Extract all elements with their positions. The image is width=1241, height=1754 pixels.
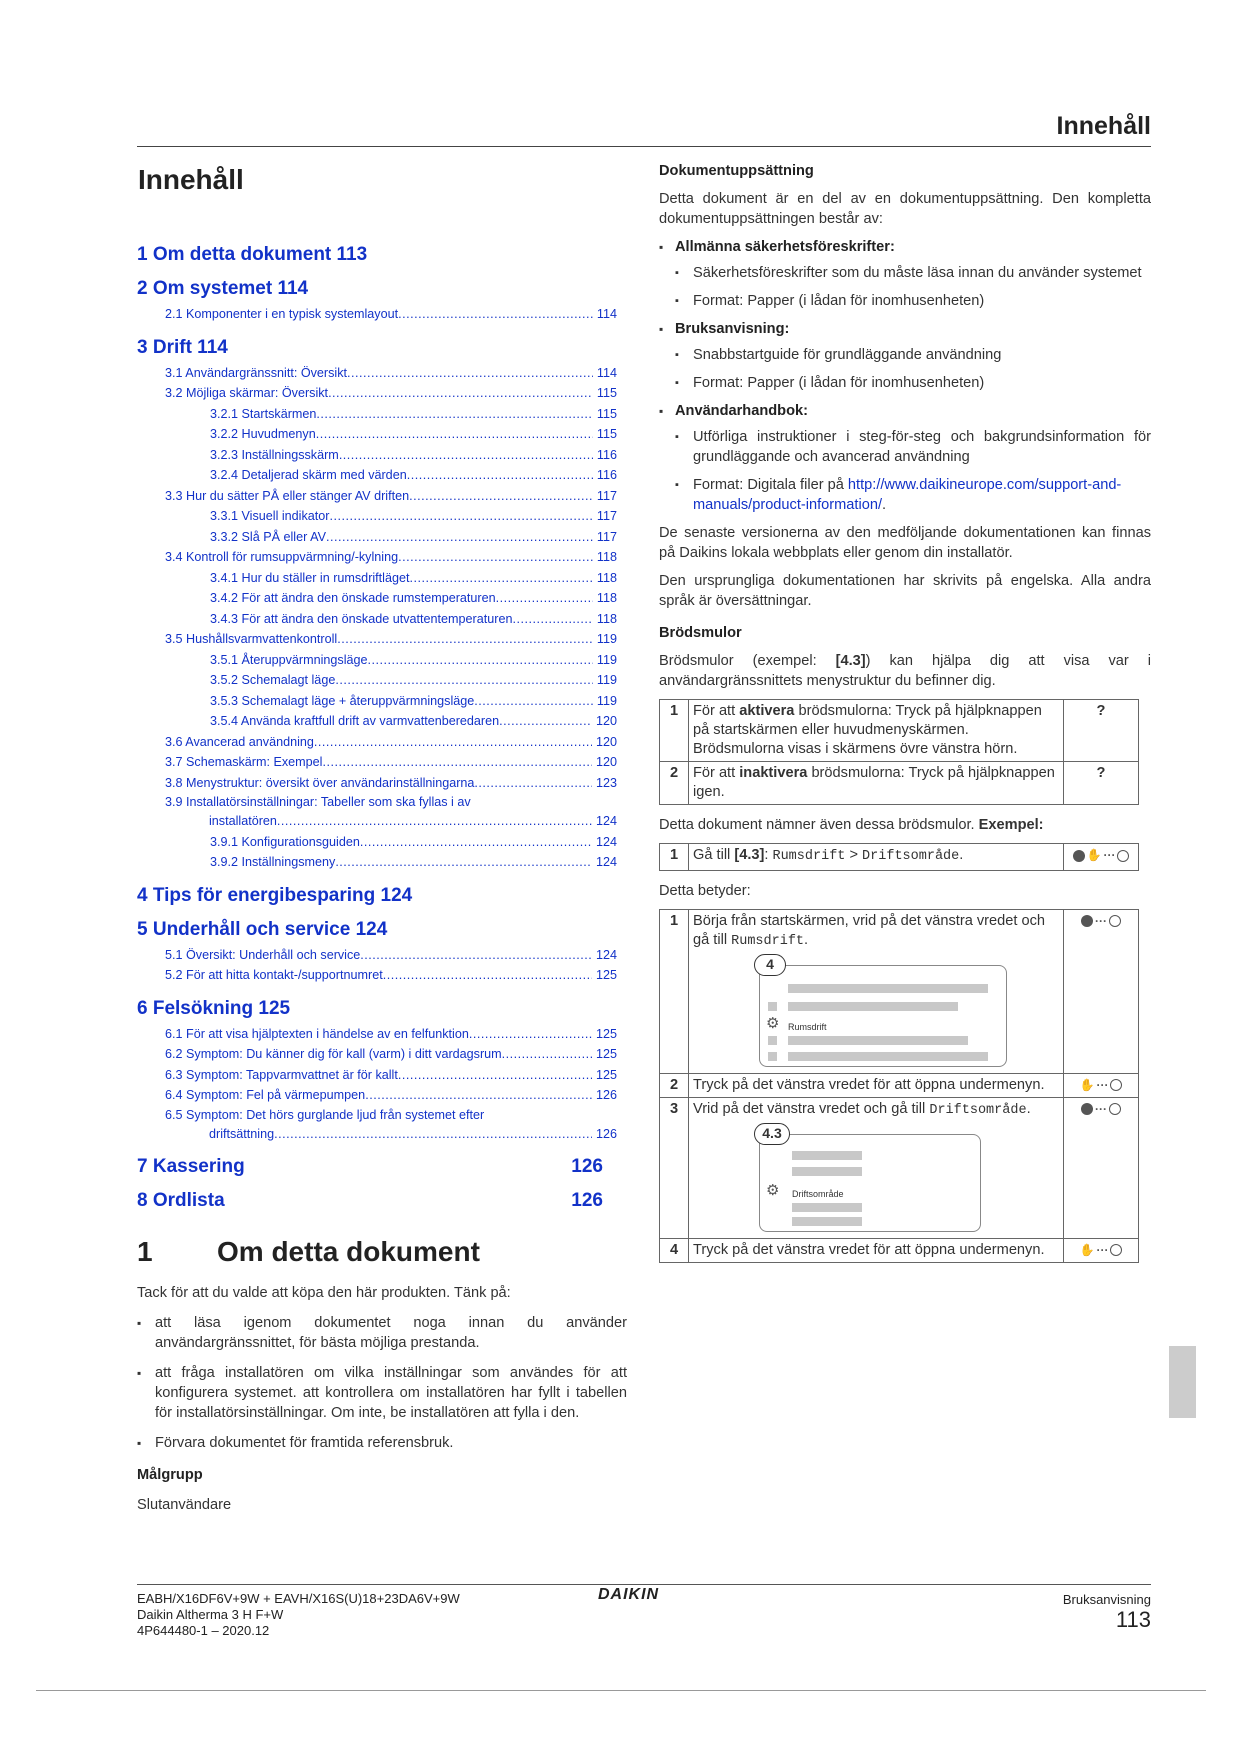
step-text — [689, 909, 1064, 1073]
toc-entry[interactable] — [210, 588, 617, 609]
knob-dots: ··· — [1095, 1101, 1107, 1116]
step-number: 1 — [660, 700, 689, 762]
toc-page-number: 117 — [596, 529, 617, 544]
toc-entry[interactable] — [165, 945, 617, 966]
leader-dots — [316, 424, 593, 445]
toc-entry[interactable] — [210, 404, 617, 425]
toc-chapter[interactable] — [137, 1190, 617, 1212]
toc-page-number: 116 — [596, 447, 617, 462]
toc-chapter-label: 7 Kassering — [137, 1156, 245, 1177]
breadcrumb-badge: 4 — [754, 954, 786, 976]
footer-product: Daikin Altherma 3 H F+W — [137, 1607, 284, 1622]
chapter-tab-marker — [1169, 1346, 1196, 1418]
list-item: ▪ Format: Papper (i lådan för inomhusenheten) — [675, 291, 1151, 311]
footer-docnum: 4P644480-1 – 2020.12 — [137, 1623, 270, 1638]
text-run: brödsmulorna: Tryck på hjälpknappen igen. — [693, 765, 1055, 800]
leader-dots — [274, 1124, 592, 1145]
toc-entry[interactable] — [165, 304, 617, 325]
toc-chapter[interactable] — [137, 919, 617, 941]
toc-chapter[interactable] — [137, 337, 617, 359]
toc-page-number: 119 — [596, 632, 617, 646]
breadcrumb-code: [4.3] — [734, 847, 765, 863]
step-number: 2 — [660, 762, 689, 805]
step-text — [689, 844, 1064, 871]
knob-dots: ··· — [1103, 848, 1116, 862]
toc-chapter[interactable] — [137, 1156, 617, 1178]
step-text — [689, 700, 1064, 762]
text-run: Brödsmulor (exempel: — [659, 653, 836, 669]
table-row — [660, 909, 1139, 1073]
screen-illustration — [759, 955, 1007, 1067]
toc-chapter-label: 1 Om detta dokument 113 — [137, 244, 368, 265]
toc-page-number: 114 — [596, 307, 617, 321]
daikin-logo: DAIKIN — [598, 1586, 660, 1603]
leader-dots — [316, 404, 593, 425]
leader-dots — [277, 811, 592, 832]
toc-entry-label: 3.6 Avancerad användning — [165, 734, 314, 749]
knob-dots: ··· — [1095, 913, 1107, 928]
toc-chapter[interactable] — [137, 998, 617, 1020]
leader-dots — [322, 752, 592, 773]
header-rule — [137, 146, 1151, 147]
table-of-contents — [137, 236, 617, 1216]
menu-label: Driftsområde — [792, 1188, 844, 1199]
toc-page-number: 126 — [595, 1126, 617, 1141]
toc-entry[interactable] — [165, 1065, 617, 1086]
leader-dots — [398, 304, 593, 325]
leader-dots — [329, 506, 592, 527]
toc-page-number: 124 — [595, 855, 617, 869]
toc-entry-label: 3.5 Hushållsvarmvattenkontroll — [165, 632, 338, 646]
leader-dots — [360, 832, 592, 853]
leader-dots — [502, 1044, 592, 1065]
leader-dots — [347, 363, 593, 384]
toc-chapter-label: 6 Felsökning 125 — [137, 997, 291, 1019]
toc-entry-label: 6.3 Symptom: Tappvarmvattnet är för kallt — [165, 1067, 398, 1082]
toc-entry[interactable] — [137, 1106, 617, 1145]
leader-dots — [314, 732, 592, 753]
section-number: 1 — [137, 1236, 153, 1267]
menu-name: Driftsområde — [929, 1102, 1027, 1118]
text-run: Börja från startskärmen, vrid på det vänstra vredet och gå till — [693, 912, 1046, 948]
toc-page-number: 114 — [596, 365, 617, 380]
breadcrumb-code: [4.3] — [835, 653, 866, 669]
toc-entry-label: 3.4.3 För att ändra den önskade utvattentemperaturen — [210, 611, 513, 626]
toc-entry[interactable] — [165, 732, 617, 753]
list-item: ▪ Format: Papper (i lådan för inomhusenheten) — [675, 373, 1151, 393]
text-run: > — [845, 847, 863, 863]
toc-entry-label: 3.5.3 Schemalagt läge + återuppvärmningsläge — [210, 693, 475, 708]
toc-entry-label: 3.9.1 Konfigurationsguiden — [210, 834, 360, 849]
toc-page-number: 118 — [596, 611, 617, 626]
toc-entry[interactable] — [210, 832, 617, 853]
step-text — [689, 762, 1064, 805]
leader-dots — [365, 1085, 592, 1106]
toc-page-number: 125 — [595, 1067, 617, 1082]
target-group-heading: Målgrupp — [137, 1467, 203, 1483]
list-item — [659, 401, 1151, 515]
toc-entry-label: 5.1 Översikt: Underhåll och service — [165, 947, 361, 962]
toc-entry[interactable] — [210, 609, 617, 630]
toc-entry-label: 3.8 Menystruktur: översikt över användarinställningarna — [165, 775, 475, 790]
step-number: 3 — [660, 1097, 689, 1238]
menu-name: Rumsdrift — [772, 849, 846, 864]
toc-entry-label: 3.5.1 Återuppvärmningsläge — [210, 652, 368, 667]
knob-turn-press-icon: ✋ ··· — [1064, 844, 1139, 871]
list-item — [659, 237, 1151, 311]
toc-entry-label: 3.3.2 Slå PÅ eller AV — [210, 529, 326, 544]
list-item: ▪ Säkerhetsföreskrifter som du måste läsa innan du använder systemet — [675, 263, 1151, 283]
table-row — [660, 844, 1139, 871]
leader-dots — [360, 945, 592, 966]
toc-entry[interactable] — [210, 506, 617, 527]
leader-dots — [335, 852, 592, 873]
leader-dots — [512, 609, 592, 630]
toc-entry-label: 3.2 Möjliga skärmar: Översikt — [165, 386, 329, 400]
toc-entry-label: 3.2.4 Detaljerad skärm med värden — [210, 468, 407, 482]
toc-entry-label: 3.5.4 Använda kraftfull drift av varmvattenberedaren — [210, 714, 500, 728]
doc-group-label: Användarhandbok: — [675, 403, 808, 419]
table-row — [660, 1073, 1139, 1097]
intro-text: Tack för att du valde att köpa den här produkten. Tänk på: — [137, 1285, 511, 1301]
leader-dots — [337, 629, 593, 650]
toc-page-number: 119 — [596, 652, 617, 667]
leader-dots — [474, 773, 592, 794]
toc-entry[interactable] — [210, 691, 617, 712]
toc-entry[interactable] — [210, 527, 617, 548]
menu-name: Driftsområde — [862, 849, 960, 864]
toc-entry[interactable] — [137, 793, 617, 832]
footer-info — [137, 1591, 460, 1639]
toc-chapter[interactable] — [137, 278, 617, 300]
help-button-icon: ? — [1064, 762, 1139, 805]
toc-entry-label: 3.3.1 Visuell indikator — [210, 509, 330, 523]
toc-entry[interactable] — [165, 773, 617, 794]
toc-entry-label: 3.5.2 Schemalagt läge — [210, 673, 336, 687]
toc-page-number: 120 — [595, 714, 617, 728]
leader-dots — [368, 650, 593, 671]
footer-page-info — [1063, 1592, 1151, 1633]
footer-doctype: Bruksanvisning — [1062, 1592, 1151, 1607]
toc-entry-label: 5.2 För att hitta kontakt-/supportnumret — [165, 968, 383, 982]
doc-set-heading: Dokumentuppsättning — [659, 163, 814, 179]
leader-dots — [469, 1024, 592, 1045]
knob-turn-icon — [1064, 909, 1139, 1073]
page-number: 113 — [1115, 1607, 1151, 1632]
toc-entry[interactable] — [165, 363, 617, 384]
table-row — [660, 1097, 1139, 1238]
list-item: ▪ Förvara dokumentet för framtida referensbruk. — [137, 1433, 627, 1453]
text-run: Vrid på det vänstra vredet och gå till — [693, 1100, 930, 1117]
toc-page-number: 117 — [596, 509, 617, 523]
gear-icon: ⚙ — [766, 1181, 780, 1199]
bottom-rule — [36, 1690, 1206, 1691]
toc-page-number: 123 — [595, 775, 617, 790]
leader-dots — [474, 691, 593, 712]
text-run: Detta dokument nämner även dessa brödsmulor. — [659, 817, 979, 833]
leader-dots — [339, 445, 593, 466]
toc-entry-label: 3.4 Kontroll för rumsuppvärmning/-kylning — [165, 550, 399, 564]
digital-suffix: . — [882, 497, 887, 513]
leader-dots — [326, 527, 593, 548]
toc-page-number: 126 — [595, 1088, 617, 1102]
text-bold: Exempel: — [978, 817, 1044, 833]
toc-entry-label: 6.4 Symptom: Fel på värmepumpen — [165, 1088, 366, 1102]
step-number: 1 — [660, 844, 689, 871]
section-title: Om detta dokument — [217, 1236, 480, 1267]
toc-entry[interactable] — [165, 486, 617, 507]
toc-entry[interactable] — [165, 1085, 617, 1106]
toc-entry[interactable] — [165, 383, 617, 404]
toc-chapter[interactable] — [137, 244, 617, 266]
toc-entry-label: 3.4.2 För att ändra den önskade rumstemperaturen — [210, 591, 496, 605]
latest-versions-text: De senaste versionerna av den medföljande dokumentationen kan finnas på Daikins lokala webbplats eller genom din installatör. — [659, 525, 1151, 561]
toc-page-number: 119 — [596, 673, 617, 687]
breadcrumbs-toggle-table — [659, 699, 1139, 805]
toc-page-number: 124 — [595, 947, 617, 962]
toc-page-number: 118 — [596, 570, 617, 585]
leader-dots — [335, 670, 593, 691]
toc-entry[interactable] — [210, 650, 617, 671]
gear-icon: ⚙ — [766, 1014, 780, 1032]
toc-entry[interactable] — [165, 547, 617, 568]
toc-page-number: 126 — [571, 1156, 603, 1177]
toc-page-number: 118 — [596, 550, 617, 564]
knob-press-icon: ✋ ··· — [1064, 1238, 1139, 1262]
toc-page-number: 116 — [596, 468, 617, 482]
text-run: Gå till — [693, 847, 735, 863]
text-run: . — [1026, 1100, 1031, 1117]
footer-models: EABH/X16DF6V+9W + EAVH/X16S(U)18+23DA6V+9W — [137, 1591, 460, 1606]
leader-dots — [499, 711, 592, 732]
text-run: För att — [693, 703, 740, 719]
toc-entry-continuation: driftsättning — [209, 1126, 275, 1141]
support-link[interactable]: http://www.daikineurope.com/support-and-manuals/product-information/ — [693, 477, 1122, 513]
toc-entry-label: 2.1 Komponenter i en typisk systemlayout — [165, 307, 399, 321]
toc-chapter-label: 8 Ordlista — [137, 1190, 225, 1211]
toc-entry[interactable] — [210, 670, 617, 691]
toc-page-number: 115 — [596, 386, 617, 400]
leader-dots — [496, 588, 593, 609]
leader-dots — [407, 465, 593, 486]
list-item: ▪ Utförliga instruktioner i steg-för-steg och bakgrundsinformation för grundläggande och avancerad användning — [675, 427, 1151, 467]
section-1-body — [137, 1283, 627, 1525]
toc-page-number: 120 — [595, 734, 617, 749]
knob-turn-icon — [1064, 1097, 1139, 1238]
table-row — [660, 700, 1139, 762]
toc-entry-label: 3.9 Installatörsinställningar: Tabeller som ska fyllas i av — [165, 795, 471, 809]
means-text: Detta betyder: — [659, 882, 751, 899]
right-column — [659, 161, 1151, 1273]
toc-page-number: 117 — [596, 488, 617, 503]
toc-entry[interactable] — [165, 1024, 617, 1045]
knob-dots: ··· — [1096, 1242, 1109, 1257]
toc-entry[interactable] — [210, 445, 617, 466]
toc-page-number: 125 — [595, 1026, 617, 1041]
page-header-title: Innehåll — [1056, 112, 1151, 140]
advice-list — [137, 1313, 627, 1453]
breadcrumbs-text — [659, 651, 1151, 691]
toc-entry-label: 3.1 Användargränssnitt: Översikt — [165, 365, 348, 380]
list-item: ▪ Snabbstartguide för grundläggande användning — [675, 345, 1151, 365]
toc-entry[interactable] — [210, 852, 617, 873]
knob-press-icon: ✋ ··· — [1064, 1073, 1139, 1097]
toc-entry-label: 3.4.1 Hur du ställer in rumsdriftläget — [210, 570, 410, 585]
toc-chapter-label: 4 Tips för energibesparing 124 — [137, 884, 413, 906]
step-text — [689, 1097, 1064, 1238]
text-run: ) kan hjälpa dig att visa var i användargränssnittets menystruktur du befinner dig. — [659, 653, 1151, 689]
toc-entry-label: 3.2.1 Startskärmen — [210, 406, 317, 421]
toc-page-number: 119 — [596, 693, 617, 708]
toc-entry-label: 3.2.2 Huvudmenyn — [210, 427, 316, 441]
toc-page-number: 118 — [596, 591, 617, 605]
toc-page-number: 126 — [571, 1190, 603, 1211]
table-row — [660, 1238, 1139, 1262]
doc-group-label: Allmänna säkerhetsföreskrifter: — [675, 239, 895, 255]
leader-dots — [398, 1065, 592, 1086]
steps-table — [659, 909, 1139, 1263]
toc-entry[interactable] — [210, 424, 617, 445]
text-bold: aktivera — [739, 703, 795, 719]
list-item: ▪ att fråga installatören om vilka inställningar som användes för att konfigurera systemet. att kontrollera om installatören har fyllt i tabellen för installatörsinställningar. Om inte, be installatören att fylla i den. — [137, 1363, 627, 1423]
step-text: Tryck på det vänstra vredet för att öppna undermenyn. — [689, 1073, 1064, 1097]
step-number: 1 — [660, 909, 689, 1073]
target-group-text: Slutanvändare — [137, 1497, 232, 1513]
text-bold: inaktivera — [739, 765, 808, 781]
toc-entry[interactable] — [165, 1044, 617, 1065]
toc-page-number: 125 — [595, 1047, 617, 1061]
digital-prefix: Format: Digitala filer på — [693, 477, 848, 493]
text-run: brödsmulorna: Tryck på hjälpknappen på startskärmen eller huvudmenyskärmen. Brödsmulorna visas i skärmens övre vänstra hörn. — [693, 703, 1042, 757]
toc-entry-label: 3.2.3 Inställningsskärm — [210, 447, 339, 462]
toc-entry-label: 6.1 För att visa hjälptexten i händelse av en felfunktion — [165, 1026, 469, 1041]
toc-entry[interactable] — [165, 752, 617, 773]
knob-dots: ··· — [1096, 1077, 1109, 1092]
breadcrumb-example-table — [659, 843, 1139, 871]
original-language-text: Den ursprungliga dokumentationen har skrivits på engelska. Alla andra språk är översättningar. — [659, 573, 1151, 609]
list-item — [659, 319, 1151, 393]
help-button-icon: ? — [1064, 700, 1139, 762]
step-number: 4 — [660, 1238, 689, 1262]
doc-set-list — [659, 237, 1151, 515]
toc-page-number: 124 — [595, 834, 617, 849]
toc-entry-label: 3.9.2 Inställningsmeny — [210, 855, 336, 869]
leader-dots — [383, 965, 592, 986]
text-run: För att — [693, 765, 740, 781]
toc-entry[interactable] — [165, 965, 617, 986]
toc-entry[interactable] — [165, 629, 617, 650]
screen-illustration — [759, 1124, 981, 1232]
leader-dots — [328, 383, 593, 404]
toc-chapter-label: 3 Drift 114 — [137, 336, 228, 358]
toc-page-number: 115 — [596, 427, 617, 441]
list-item: ▪ att läsa igenom dokumentet noga innan du använder användargränssnittet, för bästa möjliga prestanda. — [137, 1313, 627, 1353]
mention-text — [659, 815, 1151, 835]
table-row — [660, 762, 1139, 805]
toc-page-number: 124 — [595, 814, 617, 828]
toc-entry-label: 6.2 Symptom: Du känner dig för kall (varm) i ditt vardagsrum — [165, 1047, 502, 1061]
step-text: Tryck på det vänstra vredet för att öppna undermenyn. — [689, 1238, 1064, 1262]
toc-chapter-label: 5 Underhåll och service 124 — [137, 918, 388, 940]
toc-page-number: 125 — [595, 968, 617, 982]
toc-chapter[interactable] — [137, 885, 617, 907]
toc-entry[interactable] — [210, 711, 617, 732]
leader-dots — [409, 486, 593, 507]
breadcrumb-badge: 4.3 — [754, 1123, 790, 1145]
doc-set-intro: Detta dokument är en del av en dokumentuppsättning. Den kompletta dokumentuppsättningen består av: — [659, 191, 1151, 227]
list-item — [675, 475, 1151, 515]
toc-title: Innehåll — [138, 164, 244, 195]
toc-entry-label: 3.7 Schemaskärm: Exempel — [165, 755, 323, 769]
toc-entry[interactable] — [210, 568, 617, 589]
text-run: . — [804, 931, 809, 948]
footer-rule — [137, 1584, 1151, 1585]
leader-dots — [410, 568, 593, 589]
leader-dots — [398, 547, 593, 568]
section-1-heading — [137, 1236, 617, 1268]
toc-page-number: 120 — [595, 755, 617, 769]
toc-page-number: 115 — [596, 406, 617, 421]
toc-entry-label: 6.5 Symptom: Det hörs gurglande ljud från systemet efter — [165, 1107, 485, 1122]
menu-name: Rumsdrift — [731, 933, 805, 949]
toc-entry[interactable] — [210, 465, 617, 486]
toc-entry-label: 3.3 Hur du sätter PÅ eller stänger AV driften — [165, 488, 410, 503]
text-run: . — [959, 847, 964, 863]
step-number: 2 — [660, 1073, 689, 1097]
text-run: : — [764, 847, 773, 863]
toc-entry-continuation: installatören — [209, 814, 277, 828]
doc-group-label: Bruksanvisning: — [675, 321, 790, 337]
toc-chapter-label: 2 Om systemet 114 — [137, 278, 309, 299]
menu-label: Rumsdrift — [788, 1021, 827, 1032]
breadcrumbs-heading: Brödsmulor — [659, 625, 742, 641]
